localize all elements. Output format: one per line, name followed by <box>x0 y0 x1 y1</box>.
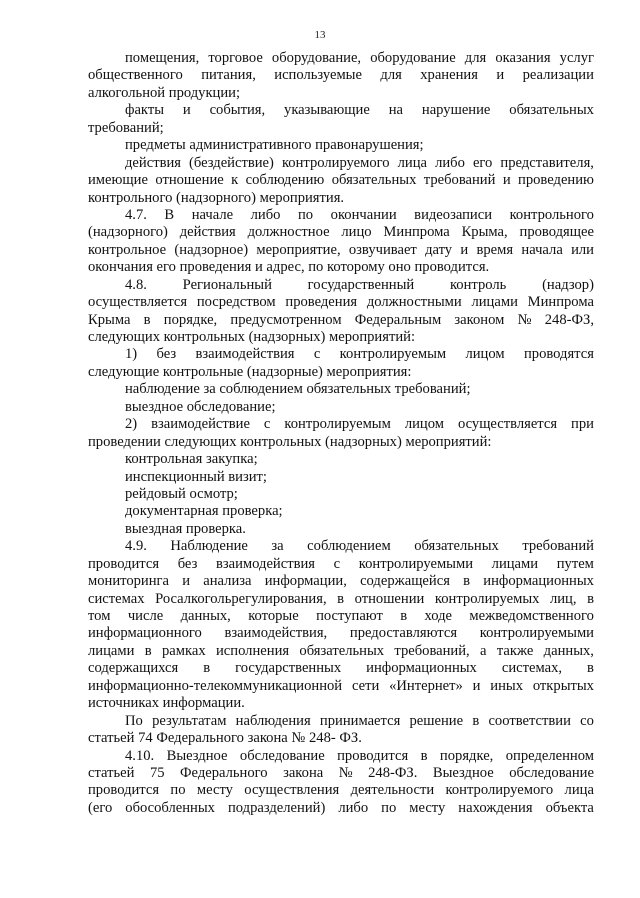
text-word: № <box>517 311 532 328</box>
text-word: в <box>337 590 345 607</box>
text-word: порядке, <box>163 311 218 328</box>
text-word: в <box>472 712 480 729</box>
text-word: без <box>177 555 198 572</box>
text-word: отношении <box>354 590 425 607</box>
text-word: контроль <box>449 276 507 293</box>
text-line <box>88 660 594 677</box>
text-word: системах <box>88 590 145 607</box>
text-word: (надзорное) <box>174 241 249 258</box>
text-line <box>88 678 594 695</box>
text-word: 4.9. <box>125 538 147 555</box>
text-word: обязательных <box>299 642 385 659</box>
text-word: лица <box>397 154 428 171</box>
text-word: с <box>313 346 321 363</box>
text-word: 4.10. <box>125 747 155 764</box>
text-line <box>88 102 594 119</box>
text-word: предоставляются <box>349 625 458 642</box>
text-line <box>88 294 594 311</box>
text-span: выездное обследование; <box>125 398 276 415</box>
text-word: требований <box>423 172 496 189</box>
text-line <box>88 765 594 782</box>
text-word: оборудование <box>370 50 456 66</box>
text-word: результатам <box>152 712 227 729</box>
text-word: в <box>420 747 428 764</box>
text-word: лицом <box>404 416 444 433</box>
text-word: подразделений) <box>227 799 326 816</box>
text-word: также <box>496 642 534 659</box>
text-word: оборудование, <box>271 50 362 66</box>
text-word: (надзор) <box>542 276 594 293</box>
text-word: 1) <box>125 346 138 363</box>
text-word: исполнения <box>215 642 290 659</box>
text-word: мониторинга <box>88 573 170 590</box>
text-word: торговое <box>208 50 263 66</box>
text-word: Росалкогольрегулирования, <box>155 590 327 607</box>
text-word: реализации <box>522 67 594 84</box>
text-word: Минпрома <box>383 224 450 241</box>
text-word: межведомственного <box>469 608 594 624</box>
text-word: данных, <box>180 608 231 624</box>
text-line <box>88 155 594 172</box>
text-word: соблюдению <box>245 172 325 189</box>
text-word: контролируемыми <box>479 625 594 642</box>
text-word: ходе <box>424 608 453 624</box>
text-word: начале <box>191 206 234 223</box>
text-word: деятельности <box>350 782 435 799</box>
page-number: 13 <box>314 29 326 41</box>
text-word: решение <box>409 712 464 729</box>
text-line <box>88 381 594 398</box>
text-word: соответствии <box>488 712 571 729</box>
text-line <box>88 434 594 451</box>
text-word: Крыма <box>88 311 131 328</box>
text-line <box>88 120 594 137</box>
text-word: питания, <box>201 67 256 84</box>
text-word: проводится <box>88 555 160 572</box>
text-line <box>88 469 594 486</box>
text-word: (бездействие) <box>189 154 274 171</box>
text-line <box>88 625 594 642</box>
text-word: проводится <box>88 782 160 799</box>
text-line <box>88 451 594 468</box>
text-span: источниках информации. <box>88 695 245 712</box>
text-word: и <box>502 172 511 189</box>
text-word: требований <box>522 538 594 555</box>
text-word: контрольное <box>88 241 167 258</box>
text-word: в <box>203 660 211 677</box>
text-line <box>88 137 594 154</box>
text-word: статьей <box>88 764 135 781</box>
text-word: 4.7. <box>125 206 147 223</box>
text-word: закона <box>283 764 324 781</box>
text-word: проводятся <box>523 346 594 363</box>
text-line <box>88 329 594 346</box>
text-word: «Интернет» <box>389 677 463 694</box>
text-word: в <box>463 573 471 590</box>
text-word: государственных <box>235 660 342 677</box>
text-word: дату <box>425 241 453 258</box>
text-word: 2) <box>125 416 138 433</box>
text-line <box>88 312 594 329</box>
text-word: том <box>88 608 111 624</box>
text-word: помещения, <box>125 50 200 66</box>
text-line <box>88 695 594 712</box>
text-word: в <box>587 590 594 607</box>
text-line <box>88 782 594 799</box>
text-word: путем <box>556 555 594 572</box>
text-word: Минпрома <box>527 294 594 311</box>
text-span: следующие контрольные (надзорные) мероприятия: <box>88 363 412 380</box>
text-word: наблюдения <box>235 712 311 729</box>
text-word: месту <box>409 799 446 816</box>
text-word: либо <box>338 799 369 816</box>
text-word: Выездное <box>166 747 228 764</box>
text-span: наблюдение за соблюдением обязательных требований; <box>125 381 471 398</box>
text-word: проведению <box>518 172 594 189</box>
text-line <box>88 346 594 363</box>
text-word: содержащейся <box>360 573 450 590</box>
text-word: лицами <box>88 642 135 659</box>
text-word: лицо <box>341 224 372 241</box>
text-line <box>88 556 594 573</box>
text-span: алкогольной продукции; <box>88 84 241 101</box>
text-word: государственный <box>307 276 415 293</box>
text-word: действия <box>179 224 236 241</box>
text-span: контрольного (надзорного) мероприятия. <box>88 189 345 206</box>
text-word: и <box>182 573 191 590</box>
text-line <box>88 521 594 538</box>
text-word: взаимодействия <box>195 346 295 363</box>
text-word: оказания <box>495 50 551 66</box>
text-word: указывающие <box>284 102 370 119</box>
text-word: контролируемых <box>434 590 540 607</box>
text-line <box>88 503 594 520</box>
text-line <box>88 67 594 84</box>
text-line <box>88 713 594 730</box>
text-word: взаимодействия <box>215 555 316 572</box>
text-word: проводится <box>337 747 409 764</box>
text-word: при <box>571 416 594 433</box>
text-word: по <box>298 206 314 223</box>
text-word: контролируемого <box>445 782 554 799</box>
text-word: с <box>333 555 341 572</box>
text-line <box>88 277 594 294</box>
text-word: нахождения <box>458 799 533 816</box>
text-word: со <box>580 712 594 729</box>
text-word: законом <box>454 311 505 328</box>
text-word: к <box>231 172 239 189</box>
text-word: для <box>380 67 402 84</box>
text-word: проводящее <box>519 224 594 241</box>
text-word: нарушение <box>421 102 491 119</box>
text-word: объекта <box>545 799 594 816</box>
text-word: информационных <box>483 573 594 590</box>
text-word: (его <box>88 799 113 816</box>
text-word: на <box>388 102 404 119</box>
text-word: контролируемыми <box>358 555 474 572</box>
text-word: услуг <box>559 50 594 66</box>
text-word: взаимодействия, <box>224 625 328 642</box>
text-word: и <box>496 67 505 84</box>
text-word: 4.8. <box>125 276 147 293</box>
text-word: Региональный <box>182 276 272 293</box>
text-word: Крыма, <box>461 224 508 241</box>
text-word: иных <box>490 677 524 694</box>
text-word: отношение <box>155 172 224 189</box>
text-line <box>88 486 594 503</box>
text-line <box>88 85 594 102</box>
text-word: или <box>571 241 594 258</box>
text-word: системах, <box>501 660 563 677</box>
text-word: Федерального <box>180 764 268 781</box>
text-span: требований; <box>88 119 164 136</box>
text-word: которые <box>248 608 299 624</box>
text-line <box>88 573 594 590</box>
text-line <box>88 190 594 207</box>
text-word: и <box>460 241 469 258</box>
text-word: информации, <box>264 573 347 590</box>
text-word: сети <box>351 677 380 694</box>
text-line <box>88 224 594 241</box>
text-word: обследование <box>239 747 325 764</box>
text-line <box>88 172 594 189</box>
text-word: окончании <box>330 206 397 223</box>
text-word: соблюдением <box>307 538 391 555</box>
text-line <box>88 591 594 608</box>
text-word: 248-ФЗ, <box>544 311 594 328</box>
text-word: обязательных <box>414 538 499 555</box>
text-word: общественного <box>88 67 183 84</box>
text-word: Выездное <box>432 764 494 781</box>
text-word: представителя, <box>500 154 594 171</box>
text-word: должностными <box>366 294 462 311</box>
text-word: его <box>472 154 493 171</box>
text-word: Наблюдение <box>170 538 248 555</box>
text-word: предусмотренном <box>230 311 342 328</box>
text-span: контрольная закупка; <box>125 451 258 468</box>
text-word: а <box>480 642 487 659</box>
text-word: требований, <box>394 642 470 659</box>
text-word: события, <box>209 102 266 119</box>
text-word: по <box>381 799 397 816</box>
document-body <box>88 50 594 817</box>
text-word: контролируемым <box>284 416 391 433</box>
text-span: статьей 74 Федерального закона № 248- ФЗ. <box>88 730 362 747</box>
text-word: информационного <box>88 625 202 642</box>
text-span: предметы административного правонарушения; <box>125 137 424 154</box>
text-line <box>88 50 594 67</box>
text-span: документарная проверка; <box>125 503 283 520</box>
text-word: № <box>338 764 353 781</box>
text-word: месту <box>196 782 233 799</box>
text-word: озвучивает <box>348 241 417 258</box>
text-word: данных, <box>543 642 594 659</box>
text-line <box>88 364 594 381</box>
text-word: проведения <box>285 294 358 311</box>
text-word: определенном <box>505 747 594 764</box>
text-line <box>88 748 594 765</box>
text-span: следующих контрольных (надзорных) мероприятий: <box>88 329 416 345</box>
text-word: числе <box>127 608 164 624</box>
text-word: осуществления <box>244 782 340 799</box>
text-word: В <box>164 206 175 223</box>
text-line <box>88 416 594 433</box>
text-span: проведении следующих контрольных (надзорных) мероприятий: <box>88 433 492 450</box>
text-word: время <box>476 241 514 258</box>
text-word: поступают <box>316 608 383 624</box>
text-word: лицами <box>471 294 518 311</box>
text-line <box>88 207 594 224</box>
text-span: рейдовый осмотр; <box>125 485 238 502</box>
text-word: порядке, <box>439 747 494 764</box>
text-word: посредством <box>196 294 276 311</box>
text-word: с <box>263 416 271 433</box>
text-span: инспекционный визит; <box>125 468 267 485</box>
text-word: лиц, <box>549 590 577 607</box>
text-word: информационных <box>366 660 477 677</box>
text-word: лица <box>564 782 594 799</box>
text-word: за <box>271 538 284 555</box>
text-word: открытых <box>532 677 594 694</box>
text-word: обследование <box>509 764 594 781</box>
text-word: Федеральным <box>354 311 442 328</box>
text-line <box>88 643 594 660</box>
text-line <box>88 730 594 747</box>
text-word: рамках <box>162 642 206 659</box>
text-word: контрольного <box>509 206 594 223</box>
text-span: окончания его проведения и адрес, по которому оно проводится. <box>88 259 490 276</box>
text-word: либо <box>435 154 465 171</box>
text-line <box>88 399 594 416</box>
text-word: лицами <box>491 555 539 572</box>
text-word: для <box>464 50 487 66</box>
text-word: контролируемым <box>339 346 447 363</box>
text-word: в <box>587 660 594 677</box>
text-word: По <box>125 712 143 729</box>
text-line <box>88 259 594 276</box>
text-word: обособленных <box>125 799 215 816</box>
text-word: обязательных <box>331 172 417 189</box>
text-word: содержащихся <box>88 660 179 677</box>
text-word: в <box>143 311 151 328</box>
text-word: взаимодействие <box>151 416 250 433</box>
text-word: мероприятие, <box>256 241 341 258</box>
text-word: лицом <box>465 346 505 363</box>
text-word: действия <box>125 154 181 171</box>
text-word: и <box>182 102 191 119</box>
text-line <box>88 800 594 817</box>
text-word: 75 <box>149 764 165 781</box>
text-word: и <box>472 677 481 694</box>
text-word: 248-ФЗ. <box>368 764 418 781</box>
text-word: обязательных <box>509 102 594 119</box>
text-word: в <box>400 608 408 624</box>
text-word: анализа <box>203 573 252 590</box>
text-word: осуществляется <box>457 416 558 433</box>
text-word: используемые <box>274 67 362 84</box>
text-word: осуществляется <box>88 294 188 311</box>
text-word: без <box>156 346 177 363</box>
text-word: в <box>144 642 152 659</box>
text-word: видеозаписи <box>414 206 493 223</box>
text-word: (надзорного) <box>88 224 168 241</box>
text-word: хранения <box>420 67 478 84</box>
text-word: имеющие <box>88 172 148 189</box>
text-word: либо <box>250 206 281 223</box>
text-word: по <box>170 782 186 799</box>
text-word: должностное <box>247 224 330 241</box>
text-word: начала <box>521 241 563 258</box>
text-word: контролируемого <box>281 154 390 171</box>
text-word: факты <box>125 102 165 119</box>
text-word: принимается <box>319 712 401 729</box>
text-line <box>88 608 594 625</box>
text-span: выездная проверка. <box>125 520 246 537</box>
text-word: информационно-телекоммуникационной <box>88 677 343 694</box>
text-line <box>88 538 594 555</box>
text-line <box>88 242 594 259</box>
